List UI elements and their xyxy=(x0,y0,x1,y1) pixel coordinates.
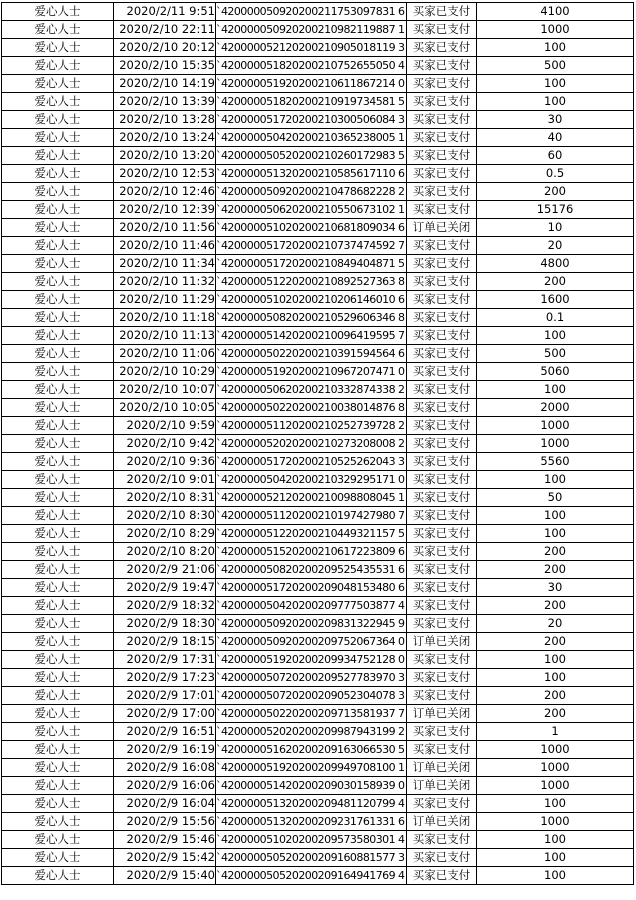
order-number-cell: `420000051720200209048153480 6 xyxy=(216,579,407,597)
payment-status-cell: 订单已关闭 xyxy=(407,633,477,651)
donation-time-cell: 2020/2/9 19:47 xyxy=(114,579,216,597)
amount-cell: 200 xyxy=(477,597,634,615)
amount-cell: 100 xyxy=(477,471,634,489)
amount-cell: 5060 xyxy=(477,363,634,381)
order-number-cell: `420000051320200209481120799 4 xyxy=(216,795,407,813)
donor-name-cell: 爱心人士 xyxy=(2,579,114,597)
amount-cell: 200 xyxy=(477,183,634,201)
donation-time-cell: 2020/2/9 21:06 xyxy=(114,561,216,579)
amount-cell: 1000 xyxy=(477,435,634,453)
donor-name-cell: 爱心人士 xyxy=(2,561,114,579)
payment-status-cell: 买家已支付 xyxy=(407,453,477,471)
payment-status-cell: 买家已支付 xyxy=(407,867,477,885)
donation-time-cell: 2020/2/10 9:42 xyxy=(114,435,216,453)
donor-name-cell: 爱心人士 xyxy=(2,471,114,489)
donation-time-cell: 2020/2/9 18:15 xyxy=(114,633,216,651)
order-number-cell: `420000050420200210329295171 0 xyxy=(216,471,407,489)
payment-status-cell: 买家已支付 xyxy=(407,21,477,39)
donation-time-cell: 2020/2/9 15:56 xyxy=(114,813,216,831)
order-number-cell: `420000050420200209777503877 4 xyxy=(216,597,407,615)
donor-name-cell: 爱心人士 xyxy=(2,489,114,507)
payment-status-cell: 买家已支付 xyxy=(407,129,477,147)
order-number-cell: `420000050720200209052304078 3 xyxy=(216,687,407,705)
table-row xyxy=(2,633,634,651)
order-number-cell: `420000051420200209030158939 0 xyxy=(216,777,407,795)
payment-status-cell: 买家已支付 xyxy=(407,507,477,525)
order-number-cell: `420000050620200210550673102 1 xyxy=(216,201,407,219)
donor-name-cell: 爱心人士 xyxy=(2,849,114,867)
payment-status-cell: 买家已支付 xyxy=(407,399,477,417)
amount-cell: 10 xyxy=(477,219,634,237)
table-row xyxy=(2,723,634,741)
donor-name-cell: 爱心人士 xyxy=(2,291,114,309)
table-row xyxy=(2,291,634,309)
payment-status-cell: 买家已支付 xyxy=(407,3,477,21)
donor-name-cell: 爱心人士 xyxy=(2,633,114,651)
table-row xyxy=(2,435,634,453)
table-row xyxy=(2,93,634,111)
donor-name-cell: 爱心人士 xyxy=(2,651,114,669)
donation-time-cell: 2020/2/9 17:00 xyxy=(114,705,216,723)
amount-cell: 20 xyxy=(477,615,634,633)
amount-cell: 5560 xyxy=(477,453,634,471)
amount-cell: 200 xyxy=(477,561,634,579)
table-row xyxy=(2,39,634,57)
table-row xyxy=(2,147,634,165)
table-row xyxy=(2,21,634,39)
donor-name-cell: 爱心人士 xyxy=(2,3,114,21)
donation-time-cell: 2020/2/10 10:29 xyxy=(114,363,216,381)
amount-cell: 100 xyxy=(477,795,634,813)
donor-name-cell: 爱心人士 xyxy=(2,75,114,93)
donation-time-cell: 2020/2/9 18:30 xyxy=(114,615,216,633)
payment-status-cell: 买家已支付 xyxy=(407,831,477,849)
table-row xyxy=(2,471,634,489)
order-number-cell: `420000051920200209934752128 0 xyxy=(216,651,407,669)
payment-status-cell: 买家已支付 xyxy=(407,273,477,291)
payment-status-cell: 买家已支付 xyxy=(407,93,477,111)
table-row xyxy=(2,579,634,597)
donor-name-cell: 爱心人士 xyxy=(2,687,114,705)
payment-status-cell: 买家已支付 xyxy=(407,723,477,741)
order-number-cell: `420000050220200209713581937 7 xyxy=(216,705,407,723)
table-row xyxy=(2,597,634,615)
payment-status-cell: 买家已支付 xyxy=(407,291,477,309)
donation-time-cell: 2020/2/10 12:46 xyxy=(114,183,216,201)
table-row xyxy=(2,849,634,867)
table-row xyxy=(2,831,634,849)
donor-name-cell: 爱心人士 xyxy=(2,201,114,219)
order-number-cell: `420000050420200210365238005 1 xyxy=(216,129,407,147)
payment-status-cell: 订单已关闭 xyxy=(407,759,477,777)
donor-name-cell: 爱心人士 xyxy=(2,759,114,777)
payment-status-cell: 买家已支付 xyxy=(407,579,477,597)
donor-name-cell: 爱心人士 xyxy=(2,669,114,687)
donation-time-cell: 2020/2/9 16:04 xyxy=(114,795,216,813)
table-row xyxy=(2,741,634,759)
table-row xyxy=(2,381,634,399)
order-number-cell: `420000051720200210525262043 3 xyxy=(216,453,407,471)
payment-status-cell: 买家已支付 xyxy=(407,417,477,435)
payment-status-cell: 买家已支付 xyxy=(407,741,477,759)
table-row xyxy=(2,525,634,543)
donation-time-cell: 2020/2/10 22:11 xyxy=(114,21,216,39)
order-number-cell: `420000051120200210252739728 2 xyxy=(216,417,407,435)
table-row xyxy=(2,651,634,669)
payment-status-cell: 买家已支付 xyxy=(407,615,477,633)
order-number-cell: `420000050820200209525435531 6 xyxy=(216,561,407,579)
amount-cell: 20 xyxy=(477,237,634,255)
amount-cell: 200 xyxy=(477,687,634,705)
donation-time-cell: 2020/2/11 9:51 xyxy=(114,3,216,21)
order-number-cell: `420000051420200210096419595 7 xyxy=(216,327,407,345)
donation-time-cell: 2020/2/10 13:20 xyxy=(114,147,216,165)
donor-name-cell: 爱心人士 xyxy=(2,21,114,39)
order-number-cell: `420000051720200210849404871 5 xyxy=(216,255,407,273)
amount-cell: 1000 xyxy=(477,777,634,795)
payment-status-cell: 买家已支付 xyxy=(407,795,477,813)
donor-name-cell: 爱心人士 xyxy=(2,723,114,741)
amount-cell: 1000 xyxy=(477,759,634,777)
donor-name-cell: 爱心人士 xyxy=(2,327,114,345)
amount-cell: 100 xyxy=(477,75,634,93)
payment-status-cell: 买家已支付 xyxy=(407,849,477,867)
order-number-cell: `420000050920200211753097831 6 xyxy=(216,3,407,21)
donation-time-cell: 2020/2/10 11:32 xyxy=(114,273,216,291)
amount-cell: 30 xyxy=(477,111,634,129)
order-number-cell: `420000051920200210967207471 0 xyxy=(216,363,407,381)
payment-status-cell: 买家已支付 xyxy=(407,345,477,363)
order-number-cell: `420000051520200210617223809 6 xyxy=(216,543,407,561)
amount-cell: 1000 xyxy=(477,813,634,831)
donor-name-cell: 爱心人士 xyxy=(2,435,114,453)
payment-status-cell: 买家已支付 xyxy=(407,75,477,93)
order-number-cell: `420000051320200209231761331 6 xyxy=(216,813,407,831)
donor-name-cell: 爱心人士 xyxy=(2,543,114,561)
donor-name-cell: 爱心人士 xyxy=(2,183,114,201)
donor-name-cell: 爱心人士 xyxy=(2,57,114,75)
donation-time-cell: 2020/2/10 8:31 xyxy=(114,489,216,507)
table-row xyxy=(2,363,634,381)
payment-status-cell: 买家已支付 xyxy=(407,651,477,669)
amount-cell: 100 xyxy=(477,327,634,345)
donation-time-cell: 2020/2/10 11:56 xyxy=(114,219,216,237)
donation-time-cell: 2020/2/10 15:35 xyxy=(114,57,216,75)
amount-cell: 100 xyxy=(477,39,634,57)
table-row xyxy=(2,759,634,777)
amount-cell: 60 xyxy=(477,147,634,165)
table-row xyxy=(2,543,634,561)
donor-name-cell: 爱心人士 xyxy=(2,381,114,399)
donor-name-cell: 爱心人士 xyxy=(2,867,114,885)
donation-time-cell: 2020/2/9 16:19 xyxy=(114,741,216,759)
amount-cell: 100 xyxy=(477,507,634,525)
donation-table xyxy=(1,2,634,885)
amount-cell: 100 xyxy=(477,831,634,849)
table-row xyxy=(2,273,634,291)
donation-time-cell: 2020/2/9 17:31 xyxy=(114,651,216,669)
donor-name-cell: 爱心人士 xyxy=(2,147,114,165)
amount-cell: 30 xyxy=(477,579,634,597)
table-row xyxy=(2,219,634,237)
donation-time-cell: 2020/2/9 17:23 xyxy=(114,669,216,687)
order-number-cell: `420000051920200210611867214 0 xyxy=(216,75,407,93)
order-number-cell: `420000051020200210206146010 6 xyxy=(216,291,407,309)
order-number-cell: `420000051020200209573580301 4 xyxy=(216,831,407,849)
donor-name-cell: 爱心人士 xyxy=(2,741,114,759)
donor-name-cell: 爱心人士 xyxy=(2,129,114,147)
payment-status-cell: 买家已支付 xyxy=(407,543,477,561)
donation-time-cell: 2020/2/9 15:40 xyxy=(114,867,216,885)
donor-name-cell: 爱心人士 xyxy=(2,255,114,273)
payment-status-cell: 买家已支付 xyxy=(407,147,477,165)
order-number-cell: `420000050920200210982119887 1 xyxy=(216,21,407,39)
table-row xyxy=(2,327,634,345)
table-row xyxy=(2,669,634,687)
amount-cell: 4100 xyxy=(477,3,634,21)
amount-cell: 200 xyxy=(477,543,634,561)
donor-name-cell: 爱心人士 xyxy=(2,417,114,435)
donation-time-cell: 2020/2/10 10:05 xyxy=(114,399,216,417)
table-row xyxy=(2,237,634,255)
donor-name-cell: 爱心人士 xyxy=(2,777,114,795)
amount-cell: 1000 xyxy=(477,21,634,39)
donor-name-cell: 爱心人士 xyxy=(2,399,114,417)
order-number-cell: `420000050520200210260172983 5 xyxy=(216,147,407,165)
order-number-cell: `420000050220200210038014876 8 xyxy=(216,399,407,417)
payment-status-cell: 买家已支付 xyxy=(407,237,477,255)
payment-status-cell: 订单已关闭 xyxy=(407,777,477,795)
order-number-cell: `420000051120200210197427980 7 xyxy=(216,507,407,525)
donation-time-cell: 2020/2/10 11:06 xyxy=(114,345,216,363)
donation-time-cell: 2020/2/9 17:01 xyxy=(114,687,216,705)
donation-time-cell: 2020/2/10 12:39 xyxy=(114,201,216,219)
table-row xyxy=(2,165,634,183)
payment-status-cell: 订单已关闭 xyxy=(407,219,477,237)
order-number-cell: `420000050520200209160881577 3 xyxy=(216,849,407,867)
order-number-cell: `420000050520200209164941769 4 xyxy=(216,867,407,885)
donor-name-cell: 爱心人士 xyxy=(2,597,114,615)
table-row xyxy=(2,345,634,363)
table-row xyxy=(2,507,634,525)
payment-status-cell: 买家已支付 xyxy=(407,309,477,327)
donation-time-cell: 2020/2/10 11:46 xyxy=(114,237,216,255)
donor-name-cell: 爱心人士 xyxy=(2,93,114,111)
payment-status-cell: 买家已支付 xyxy=(407,111,477,129)
amount-cell: 40 xyxy=(477,129,634,147)
payment-status-cell: 买家已支付 xyxy=(407,39,477,57)
table-row xyxy=(2,867,634,885)
payment-status-cell: 买家已支付 xyxy=(407,363,477,381)
donation-time-cell: 2020/2/10 8:20 xyxy=(114,543,216,561)
table-row xyxy=(2,3,634,21)
order-number-cell: `420000050820200210529606346 8 xyxy=(216,309,407,327)
table-row xyxy=(2,75,634,93)
payment-status-cell: 买家已支付 xyxy=(407,489,477,507)
payment-status-cell: 买家已支付 xyxy=(407,57,477,75)
table-row xyxy=(2,489,634,507)
donation-time-cell: 2020/2/10 14:19 xyxy=(114,75,216,93)
amount-cell: 100 xyxy=(477,849,634,867)
order-number-cell: `420000052120200210098808045 1 xyxy=(216,489,407,507)
donor-name-cell: 爱心人士 xyxy=(2,453,114,471)
donation-time-cell: 2020/2/9 16:08 xyxy=(114,759,216,777)
table-row xyxy=(2,561,634,579)
amount-cell: 15176 xyxy=(477,201,634,219)
donor-name-cell: 爱心人士 xyxy=(2,507,114,525)
amount-cell: 1000 xyxy=(477,417,634,435)
order-number-cell: `420000051820200210752655050 4 xyxy=(216,57,407,75)
table-row xyxy=(2,309,634,327)
table-row xyxy=(2,201,634,219)
order-number-cell: `420000051820200210919734581 5 xyxy=(216,93,407,111)
amount-cell: 500 xyxy=(477,345,634,363)
donor-name-cell: 爱心人士 xyxy=(2,705,114,723)
payment-status-cell: 买家已支付 xyxy=(407,183,477,201)
payment-status-cell: 买家已支付 xyxy=(407,471,477,489)
table-row xyxy=(2,813,634,831)
payment-status-cell: 买家已支付 xyxy=(407,687,477,705)
donor-name-cell: 爱心人士 xyxy=(2,795,114,813)
donation-time-cell: 2020/2/10 11:18 xyxy=(114,309,216,327)
donation-time-cell: 2020/2/9 16:51 xyxy=(114,723,216,741)
payment-status-cell: 买家已支付 xyxy=(407,561,477,579)
table-row xyxy=(2,453,634,471)
table-row xyxy=(2,255,634,273)
payment-status-cell: 买家已支付 xyxy=(407,165,477,183)
payment-status-cell: 买家已支付 xyxy=(407,201,477,219)
amount-cell: 200 xyxy=(477,273,634,291)
amount-cell: 200 xyxy=(477,633,634,651)
donor-name-cell: 爱心人士 xyxy=(2,237,114,255)
donation-time-cell: 2020/2/10 11:34 xyxy=(114,255,216,273)
amount-cell: 0.5 xyxy=(477,165,634,183)
order-number-cell: `420000050920200209831322945 9 xyxy=(216,615,407,633)
donor-name-cell: 爱心人士 xyxy=(2,813,114,831)
donation-table-body xyxy=(2,3,634,885)
donation-time-cell: 2020/2/10 9:01 xyxy=(114,471,216,489)
order-number-cell: `420000051620200209163066530 5 xyxy=(216,741,407,759)
order-number-cell: `420000050920200209752067364 0 xyxy=(216,633,407,651)
amount-cell: 100 xyxy=(477,651,634,669)
amount-cell: 4800 xyxy=(477,255,634,273)
table-row xyxy=(2,399,634,417)
order-number-cell: `420000052020200209987943199 2 xyxy=(216,723,407,741)
donation-time-cell: 2020/2/10 9:36 xyxy=(114,453,216,471)
donor-name-cell: 爱心人士 xyxy=(2,525,114,543)
donation-time-cell: 2020/2/10 9:59 xyxy=(114,417,216,435)
table-row xyxy=(2,777,634,795)
donation-time-cell: 2020/2/9 15:42 xyxy=(114,849,216,867)
donor-name-cell: 爱心人士 xyxy=(2,165,114,183)
order-number-cell: `420000050220200210391594564 6 xyxy=(216,345,407,363)
donation-time-cell: 2020/2/10 10:07 xyxy=(114,381,216,399)
donation-time-cell: 2020/2/9 18:32 xyxy=(114,597,216,615)
table-row xyxy=(2,57,634,75)
order-number-cell: `420000052020200210273208008 2 xyxy=(216,435,407,453)
order-number-cell: `420000052120200210905018119 3 xyxy=(216,39,407,57)
payment-status-cell: 订单已关闭 xyxy=(407,705,477,723)
amount-cell: 1000 xyxy=(477,741,634,759)
order-number-cell: `420000051720200210737474592 7 xyxy=(216,237,407,255)
payment-status-cell: 订单已关闭 xyxy=(407,813,477,831)
table-row xyxy=(2,183,634,201)
donor-name-cell: 爱心人士 xyxy=(2,111,114,129)
order-number-cell: `420000050720200209527783970 3 xyxy=(216,669,407,687)
order-number-cell: `420000051220200210892527363 8 xyxy=(216,273,407,291)
amount-cell: 1 xyxy=(477,723,634,741)
donation-time-cell: 2020/2/10 13:39 xyxy=(114,93,216,111)
table-row xyxy=(2,615,634,633)
amount-cell: 100 xyxy=(477,525,634,543)
donation-time-cell: 2020/2/10 11:13 xyxy=(114,327,216,345)
table-row xyxy=(2,705,634,723)
donor-name-cell: 爱心人士 xyxy=(2,831,114,849)
donor-name-cell: 爱心人士 xyxy=(2,219,114,237)
table-row xyxy=(2,795,634,813)
amount-cell: 0.1 xyxy=(477,309,634,327)
amount-cell: 100 xyxy=(477,381,634,399)
payment-status-cell: 买家已支付 xyxy=(407,327,477,345)
donation-time-cell: 2020/2/10 12:53 xyxy=(114,165,216,183)
amount-cell: 100 xyxy=(477,867,634,885)
donation-time-cell: 2020/2/10 8:29 xyxy=(114,525,216,543)
order-number-cell: `420000051020200210681809034 6 xyxy=(216,219,407,237)
amount-cell: 2000 xyxy=(477,399,634,417)
payment-status-cell: 买家已支付 xyxy=(407,381,477,399)
payment-status-cell: 买家已支付 xyxy=(407,435,477,453)
donation-time-cell: 2020/2/10 13:28 xyxy=(114,111,216,129)
table-row xyxy=(2,417,634,435)
donor-name-cell: 爱心人士 xyxy=(2,345,114,363)
amount-cell: 50 xyxy=(477,489,634,507)
donor-name-cell: 爱心人士 xyxy=(2,39,114,57)
amount-cell: 100 xyxy=(477,93,634,111)
amount-cell: 100 xyxy=(477,669,634,687)
payment-status-cell: 买家已支付 xyxy=(407,669,477,687)
donor-name-cell: 爱心人士 xyxy=(2,309,114,327)
table-row xyxy=(2,111,634,129)
order-number-cell: `420000050920200210478682228 2 xyxy=(216,183,407,201)
amount-cell: 500 xyxy=(477,57,634,75)
donation-time-cell: 2020/2/10 11:29 xyxy=(114,291,216,309)
donation-time-cell: 2020/2/10 20:12 xyxy=(114,39,216,57)
donation-time-cell: 2020/2/9 16:06 xyxy=(114,777,216,795)
order-number-cell: `420000051320200210585617110 6 xyxy=(216,165,407,183)
donation-time-cell: 2020/2/10 8:30 xyxy=(114,507,216,525)
donor-name-cell: 爱心人士 xyxy=(2,273,114,291)
donor-name-cell: 爱心人士 xyxy=(2,363,114,381)
order-number-cell: `420000051720200210300506084 3 xyxy=(216,111,407,129)
order-number-cell: `420000051220200210449321157 5 xyxy=(216,525,407,543)
donation-time-cell: 2020/2/10 13:24 xyxy=(114,129,216,147)
table-row xyxy=(2,687,634,705)
payment-status-cell: 买家已支付 xyxy=(407,597,477,615)
donor-name-cell: 爱心人士 xyxy=(2,615,114,633)
order-number-cell: `420000051920200209949708100 1 xyxy=(216,759,407,777)
table-row xyxy=(2,129,634,147)
donation-time-cell: 2020/2/9 15:46 xyxy=(114,831,216,849)
payment-status-cell: 买家已支付 xyxy=(407,525,477,543)
payment-status-cell: 买家已支付 xyxy=(407,255,477,273)
amount-cell: 1600 xyxy=(477,291,634,309)
amount-cell: 200 xyxy=(477,705,634,723)
order-number-cell: `420000050620200210332874338 2 xyxy=(216,381,407,399)
